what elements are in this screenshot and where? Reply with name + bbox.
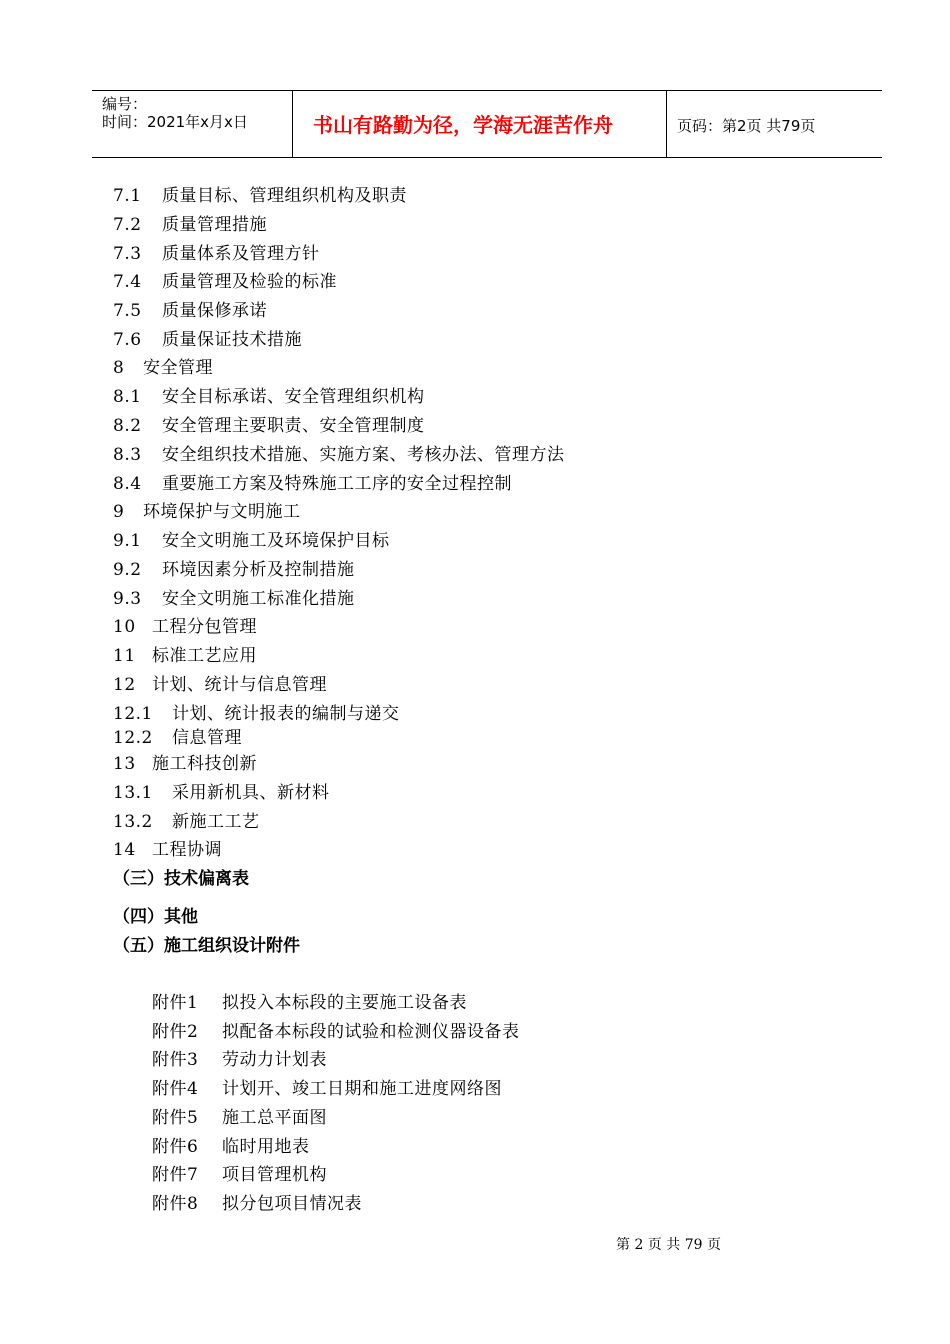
toc-title: 质量管理措施 (162, 215, 267, 235)
section-heading-deviation: （三）技术偏离表 (113, 869, 249, 889)
attachment-number: 附件8 (152, 1194, 199, 1214)
toc-item (113, 301, 267, 321)
toc-title: 重要施工方案及特殊施工工序的安全过程控制 (162, 474, 512, 494)
toc-title: 环境因素分析及控制措施 (162, 560, 355, 580)
toc-number: 9.1 (113, 531, 142, 551)
toc-number: 13 (113, 754, 136, 774)
toc-number: 7.2 (113, 215, 142, 235)
attachment-number: 附件2 (152, 1022, 199, 1042)
toc-number: 7.3 (113, 244, 142, 264)
header-page-cell (667, 91, 882, 157)
toc-item (113, 445, 565, 465)
toc-title: 安全目标承诺、安全管理组织机构 (162, 387, 425, 407)
toc-number: 8.4 (113, 474, 142, 494)
toc-title: 计划、统计与信息管理 (152, 675, 327, 695)
toc-title: 新施工工艺 (172, 812, 260, 832)
toc-number: 7.6 (113, 330, 142, 350)
toc-title: 安全组织技术措施、实施方案、考核办法、管理方法 (162, 445, 565, 465)
attachment-item (152, 1079, 502, 1099)
toc-title: 信息管理 (172, 728, 242, 748)
toc-title: 质量保证技术措施 (162, 330, 302, 350)
toc-item (113, 330, 302, 350)
toc-title: 工程协调 (152, 840, 222, 860)
toc-title: 安全管理主要职责、安全管理制度 (162, 416, 425, 436)
toc-number: 11 (113, 646, 136, 666)
attachment-title: 劳动力计划表 (222, 1050, 327, 1070)
toc-number: 10 (113, 617, 136, 637)
toc-title: 质量体系及管理方针 (162, 244, 320, 264)
toc-title: 环境保护与文明施工 (143, 502, 301, 522)
toc-item (113, 186, 407, 206)
toc-title: 安全文明施工及环境保护目标 (162, 531, 390, 551)
toc-number: 7.1 (113, 186, 142, 206)
toc-item (113, 840, 222, 860)
toc-item (113, 244, 320, 264)
page-footer: 第 2 页 共 79 页 (616, 1237, 721, 1253)
toc-title: 安全管理 (143, 358, 213, 378)
attachment-number: 附件6 (152, 1137, 199, 1157)
header-page-info: 页码：第2页 共79页 (677, 117, 816, 135)
section-heading-other: （四）其他 (113, 907, 198, 927)
serial-number-label: 编号： (102, 95, 148, 113)
toc-number: 13.2 (113, 812, 153, 832)
toc-item (113, 728, 242, 748)
section-heading-attachments: （五）施工组织设计附件 (113, 936, 300, 956)
attachment-number: 附件7 (152, 1165, 199, 1185)
toc-title: 工程分包管理 (152, 617, 257, 637)
toc-number: 8.3 (113, 445, 142, 465)
attachment-item (152, 1050, 327, 1070)
toc-item (113, 812, 260, 832)
toc-number: 7.4 (113, 272, 142, 292)
attachment-title: 拟分包项目情况表 (222, 1194, 362, 1214)
toc-item (113, 272, 337, 292)
toc-item (113, 387, 425, 407)
toc-item (113, 646, 257, 666)
attachment-item (152, 1022, 520, 1042)
attachment-number: 附件3 (152, 1050, 199, 1070)
toc-number: 9 (113, 502, 125, 522)
toc-title: 标准工艺应用 (152, 646, 257, 666)
toc-title: 安全文明施工标准化措施 (162, 589, 355, 609)
toc-item (113, 474, 512, 494)
attachment-number: 附件5 (152, 1108, 199, 1128)
attachment-title: 临时用地表 (222, 1137, 310, 1157)
attachment-title: 项目管理机构 (222, 1165, 327, 1185)
attachment-title: 计划开、竣工日期和施工进度网络图 (222, 1079, 502, 1099)
toc-item (113, 358, 213, 378)
toc-item (113, 589, 355, 609)
toc-item (113, 783, 330, 803)
toc-title: 计划、统计报表的编制与递交 (172, 704, 400, 724)
toc-number: 13.1 (113, 783, 153, 803)
toc-item (113, 754, 257, 774)
toc-number: 12.1 (113, 704, 153, 724)
toc-item (113, 502, 301, 522)
toc-item (113, 416, 425, 436)
attachment-title: 拟投入本标段的主要施工设备表 (222, 993, 467, 1013)
toc-title: 质量管理及检验的标准 (162, 272, 337, 292)
toc-item (113, 617, 257, 637)
attachment-item (152, 1194, 362, 1214)
toc-title: 采用新机具、新材料 (172, 783, 330, 803)
time-label: 时间：2021年x月x日 (102, 113, 248, 131)
document-header (92, 90, 882, 158)
toc-title: 质量目标、管理组织机构及职责 (162, 186, 407, 206)
motto-text: 书山有路勤为径，学海无涯苦作舟 (313, 113, 613, 137)
toc-item (113, 215, 267, 235)
toc-number: 8.2 (113, 416, 142, 436)
attachment-number: 附件1 (152, 993, 199, 1013)
attachment-number: 附件4 (152, 1079, 199, 1099)
toc-number: 8 (113, 358, 125, 378)
toc-number: 12 (113, 675, 136, 695)
attachment-item (152, 1108, 327, 1128)
toc-number: 9.2 (113, 560, 142, 580)
toc-title: 质量保修承诺 (162, 301, 267, 321)
toc-item (113, 704, 400, 724)
toc-number: 7.5 (113, 301, 142, 321)
attachment-title: 施工总平面图 (222, 1108, 327, 1128)
header-info-cell (92, 91, 293, 157)
attachment-item (152, 993, 467, 1013)
attachment-title: 拟配备本标段的试验和检测仪器设备表 (222, 1022, 520, 1042)
toc-item (113, 531, 390, 551)
toc-title: 施工科技创新 (152, 754, 257, 774)
header-motto-cell (293, 91, 667, 157)
toc-item (113, 560, 355, 580)
attachment-item (152, 1165, 327, 1185)
toc-number: 14 (113, 840, 136, 860)
toc-number: 12.2 (113, 728, 153, 748)
toc-number: 8.1 (113, 387, 142, 407)
toc-item (113, 675, 327, 695)
attachment-item (152, 1137, 310, 1157)
toc-number: 9.3 (113, 589, 142, 609)
